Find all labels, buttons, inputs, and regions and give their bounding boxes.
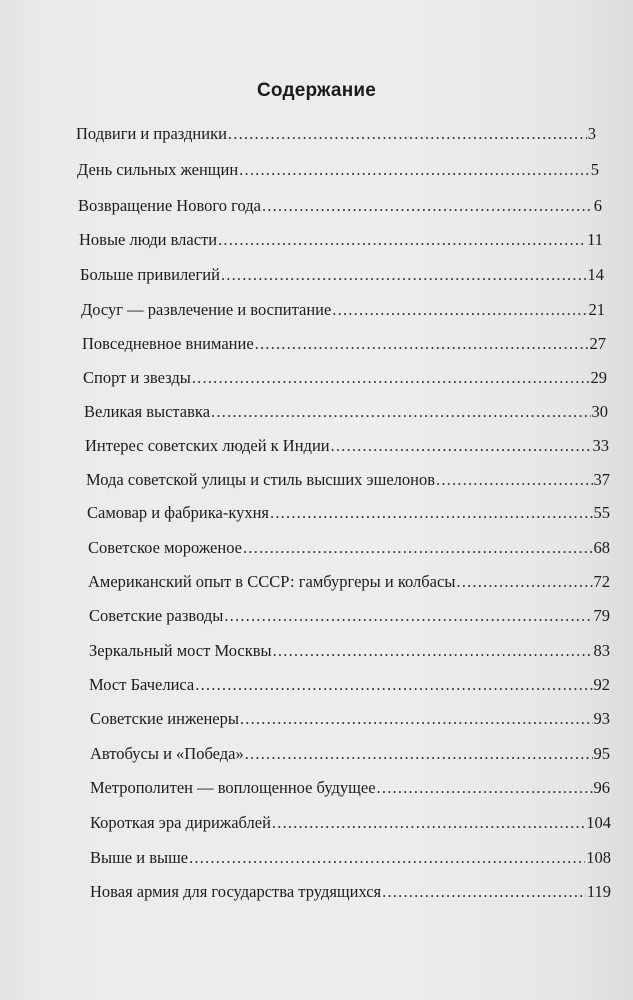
toc-entry-page: 92 — [593, 675, 610, 694]
toc-entry — [88, 572, 610, 592]
dot-leader — [270, 503, 592, 523]
dot-leader — [218, 230, 586, 250]
toc-entry — [90, 848, 611, 868]
toc-entry — [90, 778, 610, 798]
toc-entry — [90, 813, 611, 833]
toc-entry-title: Новые люди власти — [79, 230, 218, 249]
dot-leader — [245, 744, 593, 764]
dot-leader — [221, 265, 587, 285]
toc-entry-page: 21 — [588, 300, 605, 319]
toc-entry-title: Американский опыт в СССР: гамбургеры и колбасы — [88, 572, 456, 591]
toc-entry-page: 30 — [591, 402, 608, 421]
dot-leader — [195, 675, 592, 695]
dot-leader — [273, 641, 593, 661]
dot-leader — [332, 300, 587, 320]
toc-entry-title: Советское мороженое — [88, 538, 242, 557]
toc-entry-page: 27 — [589, 334, 606, 353]
toc-entry-page: 104 — [586, 813, 611, 832]
toc-entry — [84, 402, 608, 422]
toc-entry — [80, 265, 604, 285]
toc-entry — [89, 675, 610, 695]
toc-entry — [86, 470, 610, 490]
toc-entry — [85, 436, 609, 456]
toc-entry-title: Самовар и фабрика-кухня — [87, 503, 270, 522]
dot-leader — [272, 813, 585, 833]
toc-entry — [87, 503, 610, 523]
toc-entry-title: Метрополитен — воплощенное будущее — [90, 778, 376, 797]
toc-entry — [78, 196, 602, 216]
toc-entry-title: Подвиги и праздники — [76, 124, 227, 143]
toc-entry-page: 95 — [593, 744, 610, 763]
dot-leader — [239, 160, 590, 180]
toc-entry-title: Мода советской улицы и стиль высших эшелонов — [86, 470, 435, 489]
dot-leader — [331, 436, 592, 456]
toc-entry-title: Новая армия для государства трудящихся — [90, 882, 382, 901]
toc-entry-page: 83 — [593, 641, 610, 660]
toc-entry — [79, 230, 603, 250]
toc-entry-page: 37 — [593, 470, 610, 489]
toc-entry-page: 29 — [590, 368, 607, 387]
toc-entry — [88, 538, 610, 558]
toc-entry-title: Интерес советских людей к Индии — [85, 436, 330, 455]
toc-entry-page: 72 — [593, 572, 610, 591]
toc-entry-title: Досуг — развлечение и воспитание — [81, 300, 332, 319]
dot-leader — [228, 124, 587, 144]
dot-leader — [456, 572, 592, 592]
toc-entry-title: Выше и выше — [90, 848, 189, 867]
toc-entry-title: Великая выставка — [84, 402, 211, 421]
toc-entry-page: 79 — [593, 606, 610, 625]
toc-entry-page: 55 — [593, 503, 610, 522]
toc-entry-page: 108 — [586, 848, 611, 867]
toc-entry-page: 119 — [586, 882, 611, 901]
page-title: Содержание — [256, 80, 377, 101]
toc-entry-page: 3 — [587, 124, 596, 143]
toc-entry — [82, 334, 606, 354]
toc-entry-title: Повседневное внимание — [82, 334, 254, 353]
toc-entry-title: Короткая эра дирижаблей — [90, 813, 271, 832]
toc-entry-title: Спорт и звезды — [83, 368, 191, 387]
toc-entry-title: Мост Бачелиса — [89, 675, 195, 694]
toc-entry — [90, 744, 610, 764]
toc-entry — [89, 641, 610, 661]
toc-entry-page: 93 — [593, 709, 610, 728]
dot-leader — [211, 402, 590, 422]
dot-leader — [243, 538, 593, 558]
dot-leader — [262, 196, 593, 216]
toc-entry-title: Возвращение Нового года — [78, 196, 261, 215]
dot-leader — [192, 368, 590, 388]
dot-leader — [240, 709, 593, 729]
toc-entry-page: 5 — [590, 160, 599, 179]
toc-entry — [83, 368, 607, 388]
toc-entry — [77, 160, 599, 180]
dot-leader — [436, 470, 593, 490]
toc-entry-title: Советские разводы — [89, 606, 224, 625]
dot-leader — [255, 334, 589, 354]
toc-entry — [81, 300, 605, 320]
toc-entry — [90, 709, 610, 729]
toc-entry — [90, 882, 611, 902]
dot-leader — [224, 606, 592, 626]
dot-leader — [189, 848, 585, 868]
toc-entry-title: Зеркальный мост Москвы — [89, 641, 272, 660]
toc-entry-title: Советские инженеры — [90, 709, 239, 728]
toc-entry — [76, 124, 596, 144]
toc-entry-page: 11 — [587, 230, 603, 249]
toc-entry-page: 14 — [587, 265, 604, 284]
toc-entry-page: 33 — [592, 436, 609, 455]
toc-entry — [89, 606, 610, 626]
toc-entry-page: 6 — [593, 196, 602, 215]
dot-leader — [377, 778, 593, 798]
toc-entry-title: Больше привилегий — [80, 265, 220, 284]
toc-entry-page: 96 — [593, 778, 610, 797]
toc-entry-page: 68 — [593, 538, 610, 557]
dot-leader — [382, 882, 586, 902]
toc-entry-title: Автобусы и «Победа» — [90, 744, 244, 763]
toc-entry-title: День сильных женщин — [77, 160, 239, 179]
